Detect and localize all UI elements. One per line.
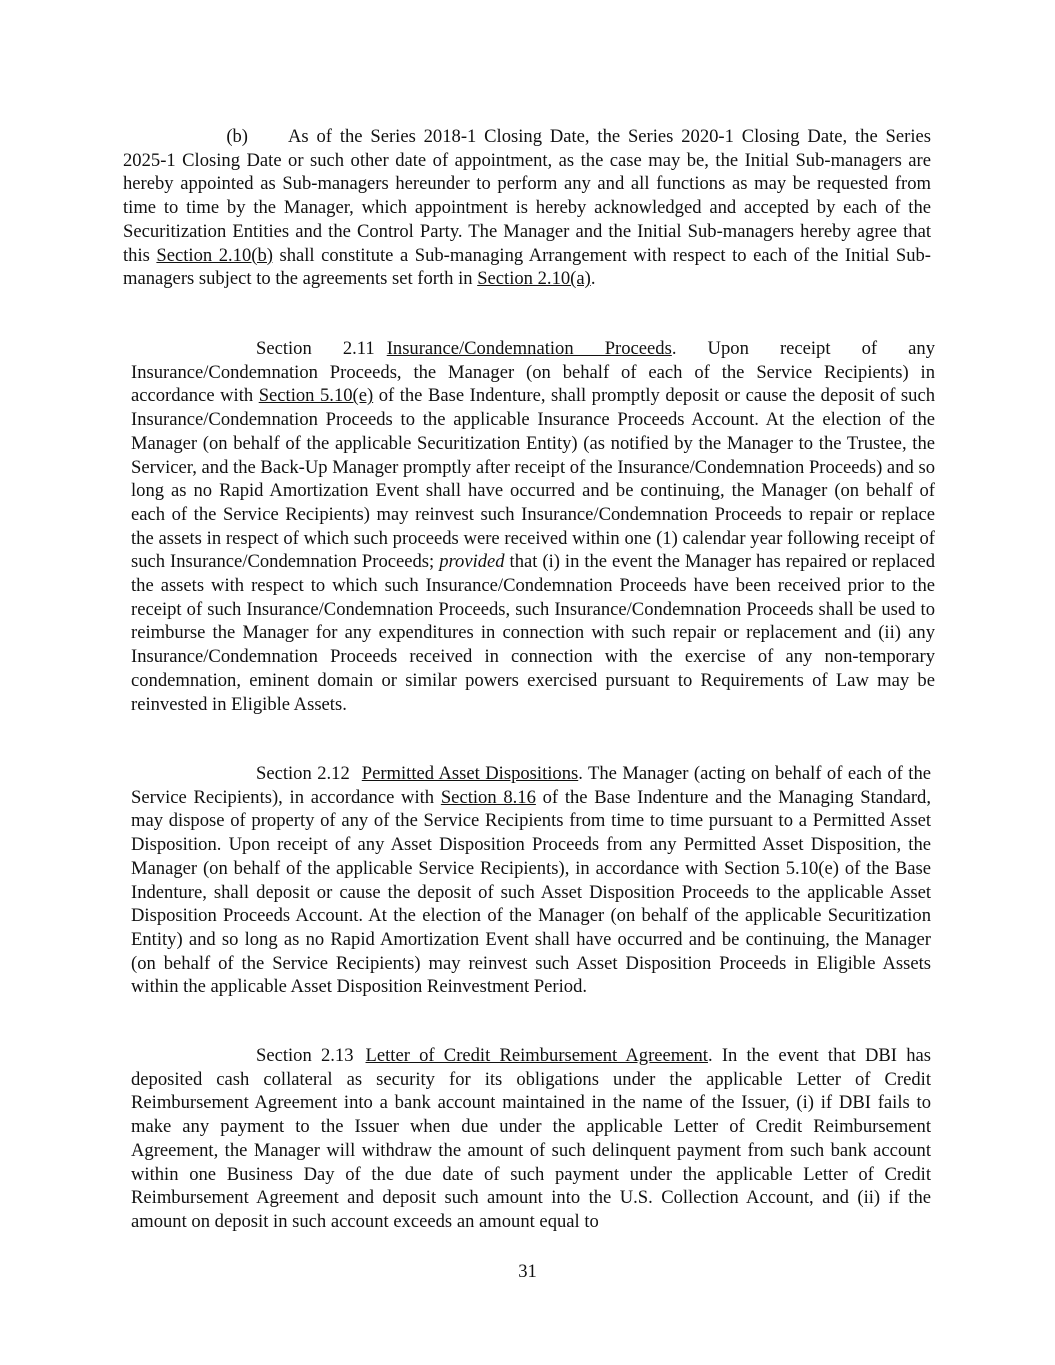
cross-reference: Section 8.16 <box>440 786 536 808</box>
section-text: . The Manager (acting on behalf of each of the Service Recipients), in accordance with <box>131 763 932 808</box>
italic-term: provided <box>439 551 505 573</box>
section-title: Letter of Credit Reimbursement Agreement <box>365 1045 708 1066</box>
paragraph-text: shall constitute a Sub-managing Arrangement with respect to each of the Initial Sub-managers subject to the agreements set forth in <box>123 244 932 290</box>
section-2-11 <box>131 337 935 716</box>
section-text: . In the event that DBI has deposited cash collateral as security for its obligations under the applicable Letter of Credit Reimbursement Agreement into a bank account maintained in the name of the Issuer, (i) if DBI fails to make any payment to the Issuer when due under the applicable Letter of Credit Reimbursement Agreement, the Manager will withdraw the amount of such delinquent payment from such bank account within one Business Day of the due date of such payment under the applicable Letter of Credit Reimbursement Agreement and deposit such amount into the U.S. Collection Account, and (ii) if the amount on deposit in such account exceeds an amount equal to <box>131 1045 931 1232</box>
section-number: Section 2.11 <box>256 338 375 359</box>
section-text: of the Base Indenture, shall promptly deposit or cause the deposit of such Insurance/Condemnation Proceeds to the applicable Insurance Proceeds Account. At the election of the Manager (on behalf of the applicable Securitization Entity) (as notified by the Manager to the Trustee, the Servicer, and the Back-Up Manager promptly after receipt of the Insurance/Condemnation Proceeds) and so long as no Rapid Amortization Event shall have occurred and be continuing, the Manager (on behalf of each of the Service Recipients) may reinvest such Insurance/Condemnation Proceeds to repair or replace the assets in respect of which such proceeds were received within one (1) calendar year following receipt of such Insurance/Condemnation Proceeds; <box>131 385 935 573</box>
section-text: that (i) in the event the Manager has repaired or replaced the assets with respect to which such Insurance/Condemnation Proceeds have been received prior to the receipt of such Insurance/Condemnation Proceeds, such Insurance/Condemnation Proceeds shall be used to reimburse the Manager for any expenditures in connection with such repair or replacement and (ii) any Insurance/Condemnation Proceeds received in connection with the exercise of any non-temporary condemnation, eminent domain or similar powers exercised pursuant to Requirements of Law may be reinvested in Eligible Assets. <box>131 551 935 715</box>
cross-reference: Section 2.10(b) <box>156 244 273 266</box>
section-number: Section 2.12 <box>256 763 350 784</box>
cross-reference: Section 5.10(e) <box>258 385 374 407</box>
section-title: Permitted Asset Dispositions <box>361 763 579 784</box>
section-2-12 <box>131 762 931 999</box>
section-title: Insurance/Condemnation Proceeds <box>386 338 672 359</box>
page-number: 31 <box>518 1261 537 1282</box>
paragraph-label: (b) <box>226 126 248 147</box>
section-2-13 <box>131 1044 931 1234</box>
paragraph-2-10-b <box>123 125 931 291</box>
cross-reference: Section 2.10(a) <box>477 268 591 290</box>
section-number: Section 2.13 <box>256 1045 354 1066</box>
section-text: . Upon receipt of any Insurance/Condemnation Proceeds, the Manager (on behalf of each of the Service Recipients) in accordance with <box>131 338 936 407</box>
paragraph-text: As of the Series 2018-1 Closing Date, the Series 2020-1 Closing Date, the Series 2025-1 Closing Date or such other date of appointment, as the case may be, the Initial Sub-managers are hereby appointed as Sub-managers hereunder to perform any and all functions as may be requested from time to time by the Manager, which appointment is hereby acknowledged and accepted by each of the Securitization Entities and the Control Party. The Manager and the Initial Sub-managers hereby agree that this <box>123 126 931 266</box>
section-text: of the Base Indenture and the Managing Standard, may dispose of property of any of the Service Recipients from time to time pursuant to a Permitted Asset Disposition. Upon receipt of any Asset Disposition Proceeds from any Permitted Asset Disposition, the Manager (on behalf of the applicable Service Recipients), in accordance with Section 5.10(e) of the Base Indenture, shall deposit or cause the deposit of such Asset Disposition Proceeds to the applicable Asset Disposition Proceeds Account. At the election of the Manager (on behalf of the applicable Securitization Entity) and so long as no Rapid Amortization Event shall have occurred and be continuing, the Manager (on behalf of the Service Recipients) may reinvest such Asset Disposition Proceeds in Eligible Assets within the applicable Asset Disposition Reinvestment Period. <box>131 786 931 998</box>
paragraph-text: . <box>590 268 596 290</box>
